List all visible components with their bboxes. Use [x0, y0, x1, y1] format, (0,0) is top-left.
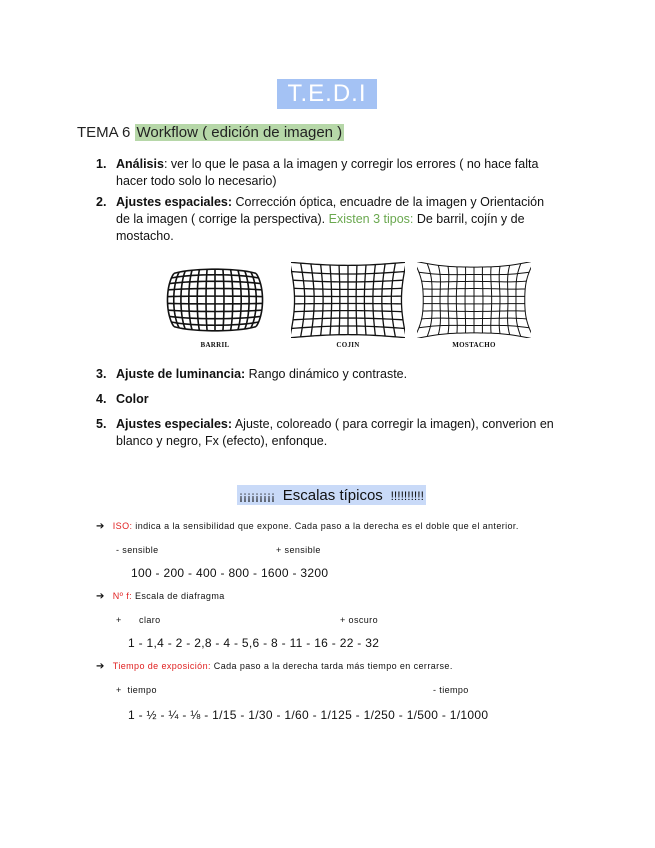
- pincushion-caption: COJIN: [336, 341, 360, 349]
- fnumber-row: [96, 591, 225, 602]
- distortion-figure: [158, 262, 530, 352]
- barrel-distortion-image: [158, 262, 272, 338]
- grid-line: [499, 266, 500, 333]
- item-number: 5.: [96, 417, 107, 431]
- item-text: : ver lo que le pasa a la imagen y corregir los errores ( no hace falta hacer todo solo lo necesario): [116, 157, 539, 188]
- grid-line: [508, 265, 510, 334]
- list-item: [96, 391, 556, 416]
- fnumber-scale: 1 - 1,4 - 2 - 2,8 - 4 - 5,6 - 8 - 11 - 16 - 22 - 32: [128, 636, 380, 650]
- grid-line: [482, 267, 483, 333]
- grid-line: [301, 263, 305, 337]
- grid-line: [382, 264, 385, 336]
- exposure-row: [96, 661, 453, 672]
- grid-line: [456, 267, 457, 333]
- arrow-icon: ➔: [96, 591, 105, 602]
- iso-scale: 100 - 200 - 400 - 800 - 1600 - 3200: [131, 566, 329, 580]
- grid-line: [181, 271, 185, 329]
- list-item: [96, 156, 556, 194]
- list-item: [96, 366, 556, 391]
- item-number: 4.: [96, 392, 107, 406]
- item-term: Ajuste de luminancia:: [116, 367, 246, 381]
- pincushion-grid: [291, 262, 405, 343]
- grid-line: [417, 262, 531, 267]
- scales-heading-left: ¡¡¡¡¡¡¡¡¡: [239, 489, 275, 503]
- arrow-icon: ➔: [96, 521, 105, 532]
- grid-line: [356, 265, 357, 334]
- mustache-grid: [417, 262, 531, 343]
- item-text: Corrección óptica, encuadre de la imagen y Orientación de la imagen ( corrige la perspectiva).: [116, 195, 545, 226]
- grid-line: [516, 264, 521, 337]
- grid-line: [427, 264, 432, 337]
- arrow-icon: ➔: [96, 661, 105, 672]
- item-green-text: Existen 3 tipos:: [328, 212, 414, 226]
- item-text: Rango dinámico y contraste.: [245, 367, 408, 381]
- grid-line: [245, 271, 249, 329]
- grid-line: [391, 263, 395, 337]
- grid-line: [291, 335, 405, 338]
- grid-line: [364, 265, 366, 335]
- mustache-caption: MOSTACHO: [452, 341, 496, 349]
- item-number: 3.: [96, 367, 107, 381]
- fnumber-dark-label: + oscuro: [340, 615, 378, 625]
- grid-line: [223, 269, 224, 330]
- item-number: 2.: [96, 195, 107, 209]
- document-title: T.E.D.I: [277, 79, 377, 109]
- item-text-2: De barril, cojín y de mostacho.: [116, 212, 525, 243]
- grid-line: [438, 265, 440, 334]
- grid-line: [491, 267, 492, 333]
- barrel-caption: BARRIL: [200, 341, 230, 349]
- iso-description: indica a la sensibilidad que expone. Cada paso a la derecha es el doble que el anterior.: [132, 521, 519, 531]
- grid-line: [423, 311, 525, 312]
- barrel-grid: [158, 262, 272, 343]
- workflow-list-continued: [96, 366, 556, 454]
- grid-line: [525, 262, 531, 338]
- item-number: 1.: [96, 157, 107, 171]
- item-term: Color: [116, 392, 149, 406]
- scales-heading-right: !!!!!!!!!!: [390, 489, 424, 503]
- grid-line: [291, 262, 405, 265]
- mustache-distortion-image: [417, 262, 531, 338]
- exposure-plus-label: + tiempo: [116, 685, 157, 695]
- iso-label: ISO:: [112, 521, 133, 531]
- workflow-list: [96, 156, 556, 251]
- grid-line: [401, 262, 405, 338]
- grid-line: [465, 267, 466, 333]
- iso-minus-label: - sensible: [116, 545, 159, 555]
- topic-heading: [77, 124, 344, 141]
- exposure-scale: 1 - ½ - ¼ - ⅛ - 1/15 - 1/30 - 1/60 - 1/125 - 1/250 - 1/500 - 1/1000: [128, 708, 489, 722]
- grid-line: [321, 265, 323, 336]
- topic-highlight: Workflow ( edición de imagen ): [136, 124, 343, 141]
- grid-line: [423, 289, 525, 290]
- exposure-minus-label: - tiempo: [433, 685, 469, 695]
- exposure-label: Tiempo de exposición:: [112, 661, 211, 671]
- item-term: Análisis: [116, 157, 164, 171]
- item-term: Ajustes espaciales:: [116, 195, 233, 209]
- grid-line: [251, 272, 256, 328]
- grid-line: [189, 270, 192, 330]
- grid-line: [330, 265, 332, 335]
- grid-line: [448, 266, 449, 333]
- grid-line: [291, 262, 295, 338]
- scales-heading-title: Escalas típicos: [282, 487, 383, 504]
- item-term: Ajustes especiales:: [116, 417, 233, 431]
- grid-line: [238, 270, 241, 330]
- grid-line: [311, 264, 314, 336]
- grid-line: [417, 262, 423, 338]
- list-item: [96, 416, 556, 454]
- list-item: [96, 194, 556, 251]
- grid-line: [373, 265, 375, 336]
- pincushion-distortion-image: [291, 262, 405, 338]
- grid-line: [339, 265, 340, 334]
- grid-line: [417, 333, 531, 338]
- grid-line: [197, 270, 199, 331]
- grid-line: [174, 272, 179, 328]
- grid-line: [206, 269, 207, 330]
- iso-plus-label: + sensible: [276, 545, 321, 555]
- grid-line: [422, 318, 527, 319]
- iso-row: [96, 521, 519, 532]
- fnumber-description: Escala de diafragma: [132, 591, 225, 601]
- topic-prefix: TEMA 6: [77, 124, 135, 141]
- fnumber-label: Nº f:: [112, 591, 133, 601]
- grid-line: [231, 270, 233, 331]
- fnumber-plus-label: + claro: [116, 615, 161, 625]
- scales-heading: [237, 485, 426, 505]
- item-text: Ajuste, coloreado ( para corregir la imagen), converion en blanco y negro, Fx (efecto), enfonque.: [116, 417, 554, 448]
- exposure-description: Cada paso a la derecha tarda más tiempo en cerrarse.: [210, 661, 453, 671]
- grid-line: [422, 281, 527, 282]
